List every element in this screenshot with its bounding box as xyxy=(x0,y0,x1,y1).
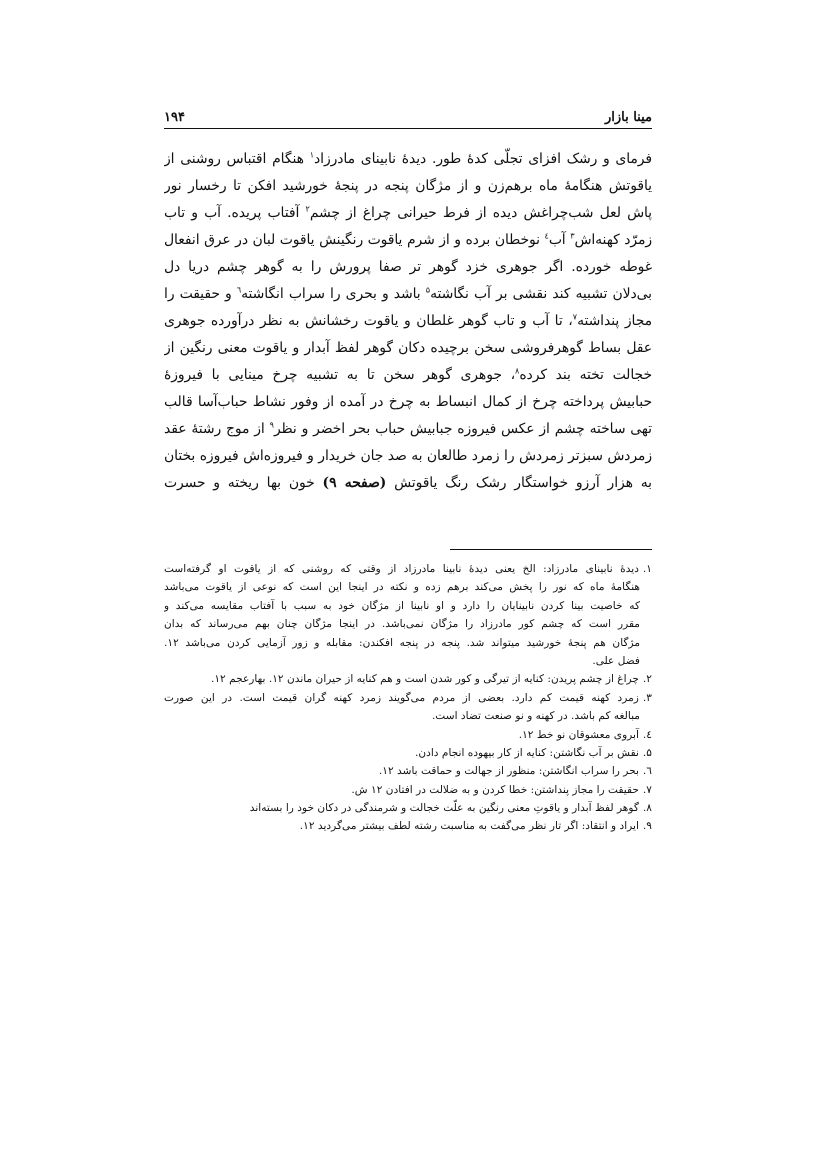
footnote-2: ۲.چراغ از چشم پریدن: کنایه از تیرگی و کور شدن است و هم کنایه از حیران ماندن ۱۲. بهارعجم ۱۲. xyxy=(210,673,652,686)
text-line: تهی ساخته چشم از عکس فیروزه جبابیش حباب بحر اخضر و نظر$^۹$ از موج رشتۀ عقد xyxy=(164,420,652,437)
page-reference: (صفحه ۹) xyxy=(322,475,387,491)
text-line: غوطه خورده. اگر جوهری خزد گوهر تر صفا پرورش را به گوهر چشم دریا دل xyxy=(164,259,652,275)
text-line: مجاز پنداشته$^۷$، تا آب و تاب گوهر غلطان و یاقوت رخشانش به نظر درآورده جوهری xyxy=(164,312,652,329)
running-header xyxy=(164,103,652,125)
text-line: زمرّد کهنه‌اش$^۳$ آب$^٤$ نوخطان برده و از شرم یاقوت رنگینش یاقوت لبان در عرق انفعال xyxy=(164,231,652,248)
footnote-rule xyxy=(450,549,652,550)
footnote-mark: ۳ xyxy=(570,231,575,241)
footnotes xyxy=(164,560,652,836)
footnote-mark: ۵ xyxy=(425,285,431,295)
footnote-7: ۷.حقیقت را مجاز پنداشتن: خطا کردن و به ضلالت در افتادن ۱۲ ش. xyxy=(351,783,652,796)
header-rule xyxy=(164,128,652,129)
running-title: مینا بازار xyxy=(604,110,652,125)
footnote-continuation: هنگامۀ ماه که نور را پخش می‌کند برهم زده و نکته در اینجا این است که نوعی از یاقوت می‌باشد xyxy=(164,581,640,594)
footnote-3: ۳.زمرد کهنه قیمت کم دارد. بعضی از مردم می‌گویند زمرد کهنه گران قیمت است. در این صورت xyxy=(164,691,652,704)
footnote-mark: ۱ xyxy=(309,150,314,160)
footnote-6: ٦.بحر را سراب انگاشتن: منظور از جهالت و حماقت باشد ۱۲. xyxy=(378,765,652,778)
footnote-mark: ٤ xyxy=(544,231,549,241)
footnote-mark: ۲ xyxy=(305,204,310,214)
text-line: فرمای و رشک افزای تجلّی کدۀ طور. دیدۀ نابینای مادرزاد$^۱$ هنگام اقتباس روشنی از xyxy=(164,150,652,167)
text-line: به هزار آرزو خواستگار رشک رنگ یاقوتش (صفحه ۹) خون بها ریخته و حسرت xyxy=(164,475,652,491)
text-line: زمردش سبزتر زمردش را زمرد طالعان به صد جان خریدار و فیروزه‌اش فیروزه بختان xyxy=(164,448,652,464)
footnote-continuation: فضل علی. xyxy=(592,654,640,667)
text-line: پاش لعل شب‌چراغش دیده از فرط حیرانی چراغ از چشم$^۲$ آفتاب پریده. آب و تاب xyxy=(164,204,652,221)
footnote-8: ۸.گوهر لفظ آبدار و یاقوتِ معنی رنگین به علّت خجالت و شرمندگی در دکان خود را بسته‌اند xyxy=(249,802,652,815)
text-line: بی‌دلان تشبیه کند نقشی بر آب نگاشته$^۵$ باشد و بحری را سراب انگاشته$^٦$ و حقیقت را xyxy=(164,285,652,302)
footnote-continuation: که خاصیت بینا کردن نابینایان را دارد و او نابینا از مژگان خود به سبب با آفتاب مقایسه می‌کند و xyxy=(164,599,640,612)
footnote-continuation: مبالغه کم باشد. در کهنه و نو صنعت تضاد است. xyxy=(431,710,640,723)
text-line: خجالت تخته بند کرده$^۸$، جوهری گوهر سخن تا به تشبیه چرخ مینایی با فیروزۀ xyxy=(164,366,652,383)
footnote-mark: ٦ xyxy=(236,285,242,295)
footnote-mark: ۹ xyxy=(269,420,274,430)
main-text xyxy=(164,146,652,497)
footnote-mark: ۷ xyxy=(572,312,578,322)
text-line: حبابیش پرداخته چرخ از کمال انبساط به چرخ در آمده از وفور نشاط حباب‌آسا قالب xyxy=(164,394,652,410)
footnote-continuation: مقرر است که چشم کور مادرزاد را مژگان نمی‌باشد. در اینجا مژگان چنان بهم می‌رساند که بدان xyxy=(164,618,640,631)
footnote-1: ۱.دیدۀ نابینای مادرزاد: الخ یعنی دیدۀ نابینا مادرزاد از وقتی که روشنی که از یاقوت او گرفته‌است xyxy=(164,563,652,575)
text-line: عقل بساط گوهرفروشی سخن برچیده دکان گوهر لفظ آبدار و یاقوت معنی رنگین از xyxy=(164,340,652,356)
footnote-9: ۹.ایراد و انتقاد: اگر تار نظر می‌گفت به مناسبت رشته لطف بیشتر می‌گردید ۱۲. xyxy=(299,820,652,833)
footnote-4: ٤.آبروی معشوقان نو خط ۱۲. xyxy=(518,728,652,741)
footnote-5: ۵.نقش بر آب نگاشتن: کنایه از کار بیهوده انجام دادن. xyxy=(415,746,652,759)
text-line: یاقوتش هنگامۀ ماه برهم‌زن و از مژگان پنجه در پنجۀ خورشید افکن تا رخسار نور xyxy=(164,178,652,194)
footnote-mark: ۸ xyxy=(515,366,520,376)
page-number: ۱۹۴ xyxy=(164,110,185,125)
footnote-continuation: مژگان هم پنجۀ خورشید میتواند شد. پنجه در پنجه افکندن: مقابله و زور آزمایی کردن می‌باشد ۱۲. xyxy=(164,636,640,649)
